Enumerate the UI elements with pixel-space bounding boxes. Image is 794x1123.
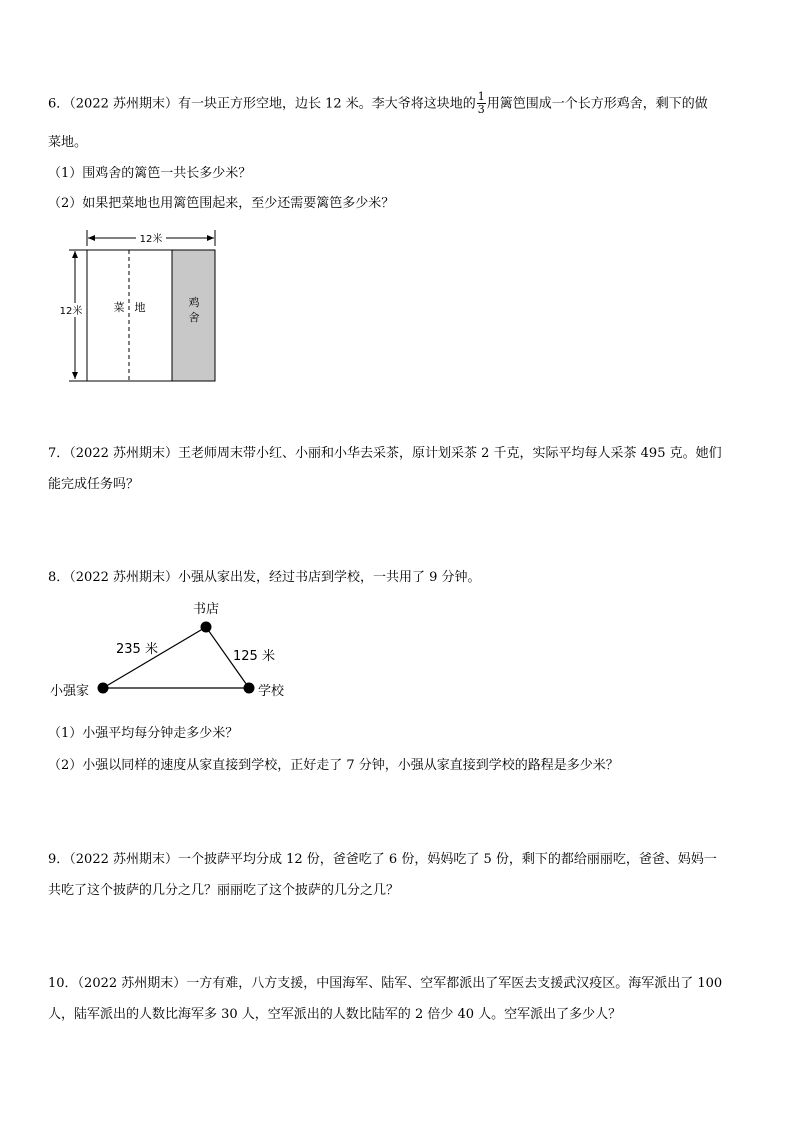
q10-line2: 人，陆军派出的人数比海军多 30 人，空军派出的人数比陆军的 2 倍少 40 人。空军派出了多少人？	[48, 1007, 622, 1022]
q9-line1: 9．（2022 苏州期末）一个披萨平均分成 12 份，爸爸吃了 6 份，妈妈吃了 5 份，剩下的都给丽丽吃，爸爸、妈妈一	[48, 852, 717, 867]
q8-figure	[48, 596, 308, 708]
q7-line1: 7．（2022 苏州期末）王老师周末带小红、小丽和小华去采茶，原计划采茶 2 千克，实际平均每人采茶 495 克。她们	[48, 446, 722, 461]
q8-home-dot	[98, 683, 109, 694]
q6-line2: 菜地。	[48, 135, 88, 150]
q6-left-label: 12米	[59, 306, 83, 317]
q6-figure	[48, 226, 228, 386]
q8-bookstore-dot	[201, 622, 212, 633]
q6-fraction	[477, 91, 486, 115]
q6-frac-den: 3	[477, 102, 485, 116]
q6-frac-num: 1	[477, 90, 485, 103]
q8-dist1-label: 235 米	[116, 642, 158, 657]
q7-line2: 能完成任务吗？	[48, 477, 140, 492]
q6-sub2: （2）如果把菜地也用篱笆围起来，至少还需要篱笆多少米？	[48, 196, 395, 211]
q6-sub1: （1）围鸡舍的篱笆一共长多少米？	[48, 166, 252, 181]
q6-veg-label-1: 菜	[113, 301, 125, 314]
q6-coop-label-2: 舍	[188, 311, 200, 324]
q8-home-label: 小强家	[50, 684, 90, 699]
q8-dist2-label: 125 米	[233, 649, 275, 664]
q6-top-label: 12米	[139, 234, 163, 245]
q6-veg-label-2: 地	[134, 301, 146, 314]
q6-coop-label-1: 鸡	[188, 296, 200, 309]
q8-bookstore-label: 书店	[192, 602, 220, 617]
q8-school-label: 学校	[258, 684, 285, 699]
q10-line1: 10．（2022 苏州期末）一方有难，八方支援，中国海军、陆军、空军都派出了军医去支援武汉疫区。海军派出了 100	[48, 976, 723, 991]
q8-road-home-bookstore	[103, 627, 206, 688]
q8-school-dot	[244, 683, 255, 694]
q8-sub2: （2）小强以同样的速度从家直接到学校，正好走了 7 分钟，小强从家直接到学校的路程是多少米？	[48, 758, 619, 773]
q6-line1	[48, 92, 708, 116]
q6-text-b: 用篱笆围成一个长方形鸡舍，剩下的做	[486, 96, 708, 112]
q8-sub1: （1）小强平均每分钟走多少米？	[48, 726, 239, 741]
q6-text-a: 6．（2022 苏州期末）有一块正方形空地，边长 12 米。李大爷将这块地的	[48, 96, 476, 112]
q8-line1: 8．（2022 苏州期末）小强从家出发，经过书店到学校，一共用了 9 分钟。	[48, 570, 481, 585]
q9-line2: 共吃了这个披萨的几分之几？丽丽吃了这个披萨的几分之几？	[48, 883, 400, 898]
